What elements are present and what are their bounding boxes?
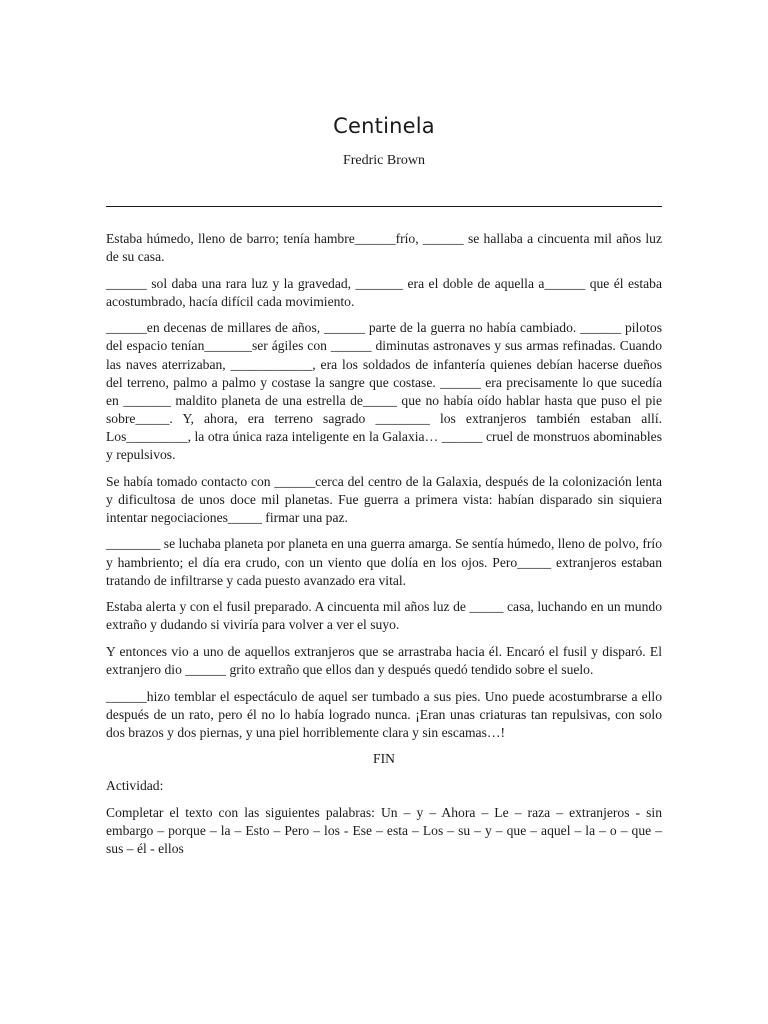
document-author: Fredric Brown (342, 153, 426, 168)
story-paragraph-3: ______en decenas de millares de años, ______ parte de la guerra no había cambiado. ______ pilotos del espacio tenían_______ser ágiles con ______ diminutas astronaves y sus armas refinadas. Cuando las naves aterrizaban, ____________, era los soldados de infantería quienes debían hacerse dueños del terreno, palmo a palmo y costase la sangre que costase. ______ era precisamente lo que sucedía en _______ maldito planeta de una estrella de_____ que no había oído hablar hasta que puso el pie sobre_____. Y, ahora, era terreno sagrado ________ los extranjeros también estaban allí. Los_________, la otra única raza inteligente en la Galaxia… ______ cruel de monstruos abominables y repulsivos. (106, 320, 662, 463)
story-paragraph-2: ______ sol daba una rara luz y la gravedad, _______ era el doble de aquella a______ que él estaba acostumbrado, hacía difícil cada movimiento. (106, 275, 662, 309)
activity-heading: Actividad: (106, 777, 164, 793)
activity-instructions: Completar el texto con las siguientes palabras: Un – y – Ahora – Le – raza – extranjeros - sin embargo – porque – la – Esto – Pero – los - Ese – esta – Los – su – y – que – aquel – la – o – que – sus – él - ellos (106, 804, 662, 856)
story-paragraph-5: ________ se luchaba planeta por planeta en una guerra amarga. Se sentía húmedo, lleno de polvo, frío y hambriento; el día era crudo, con un viento que dolía en los ojos. Pero_____ extranjeros estaban tratando de infiltrarse y cada puesto avanzado era vital. (106, 536, 662, 588)
story-paragraph-6: Estaba alerta y con el fusil preparado. A cincuenta mil años luz de _____ casa, luchando en un mundo extraño y dudando si viviría para volver a ver el suyo. (106, 599, 662, 633)
story-paragraph-8: ______hizo temblar el espectáculo de aquel ser tumbado a sus pies. Uno puede acostumbrarse a ello después de un rato, pero él no lo había logrado nunca. ¡Eran unas criaturas tan repulsivas, con solo dos brazos y dos piernas, y una piel horriblemente clara y sin escamas…! (106, 688, 662, 740)
document-title: Centinela (333, 114, 435, 138)
end-marker: FIN (373, 751, 395, 767)
story-paragraph-1: Estaba húmedo, lleno de barro; tenía hambre______frío, ______ se hallaba a cincuenta mil años luz de su casa. (106, 231, 662, 265)
story-paragraph-4: Se había tomado contacto con ______cerca del centro de la Galaxia, después de la colonización lenta y dificultosa de unos doce mil planetas. Fue guerra a primera vista: habían disparado sin siquiera intentar negociaciones_____ firmar una paz. (106, 473, 662, 525)
story-paragraph-7: Y entonces vio a uno de aquellos extranjeros que se arrastraba hacia él. Encaró el fusil y disparó. El extranjero dio ______ grito extraño que ellos dan y después quedó tendido sobre el suelo. (106, 643, 662, 677)
story-body (106, 230, 662, 866)
title-divider (106, 206, 662, 207)
